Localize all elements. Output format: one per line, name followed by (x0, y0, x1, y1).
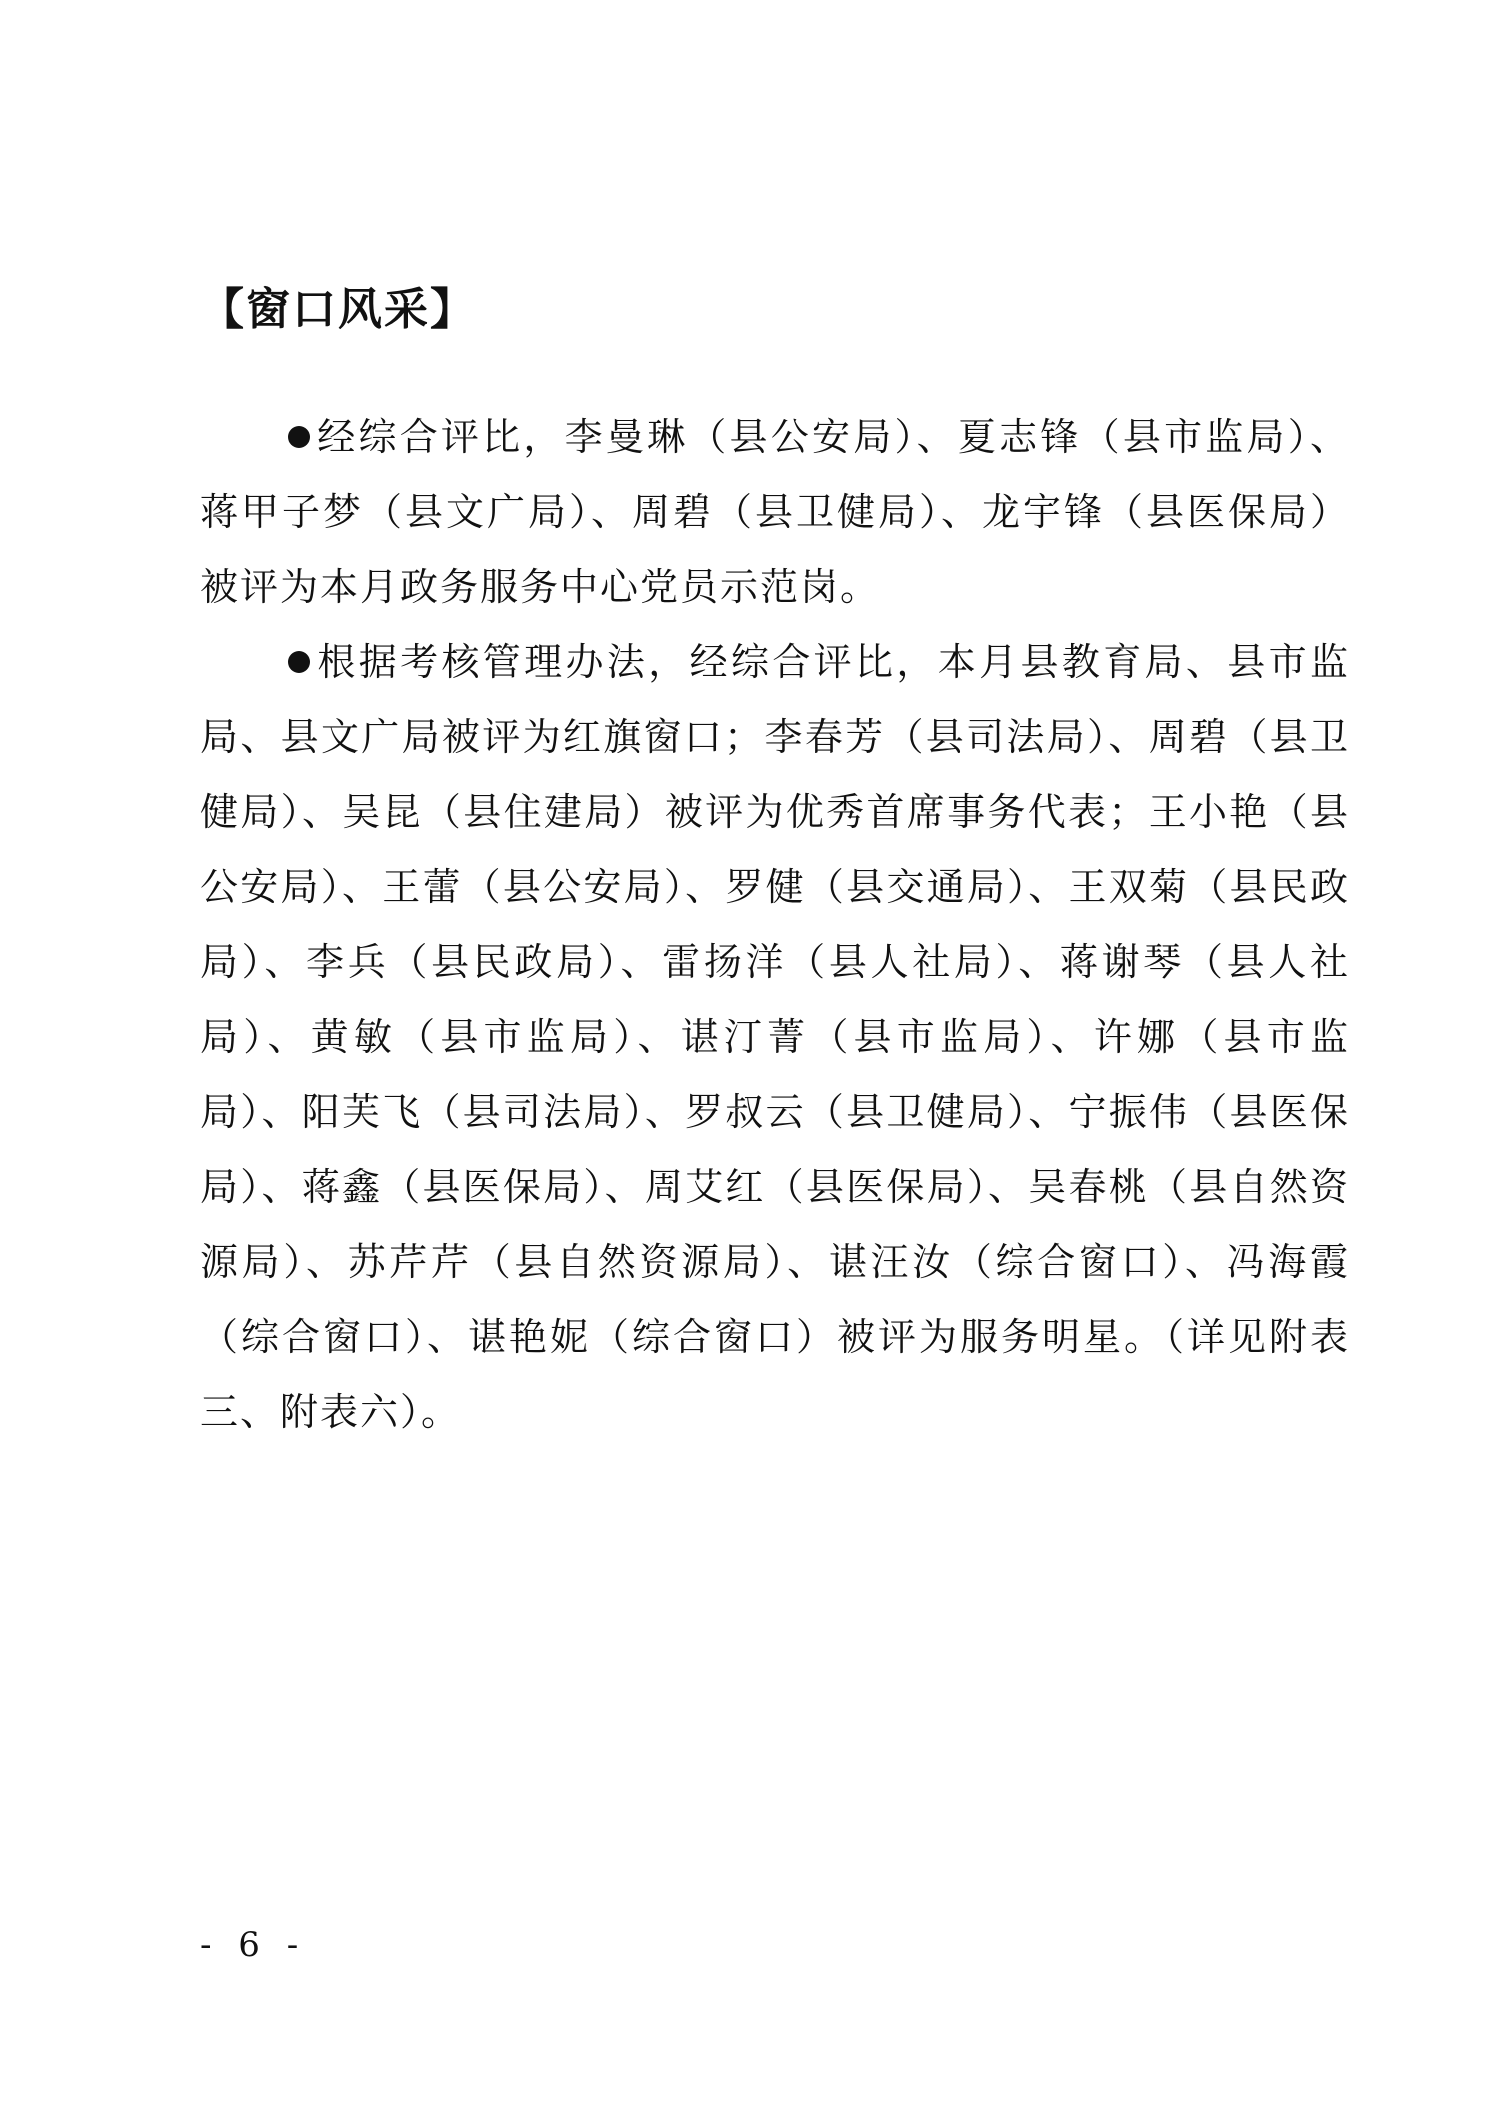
bullet-dot-icon (288, 426, 310, 448)
paragraph-text: 经综合评比，李曼琳（县公安局）、夏志锋（县市监局）、蒋甲子梦（县文广局）、周碧（县卫健局）、龙宇锋（县医保局）被评为本月政务服务中心党员示范岗。 (200, 415, 1350, 609)
paragraph-text: 根据考核管理办法，经综合评比，本月县教育局、县市监局、县文广局被评为红旗窗口；李春芳（县司法局）、周碧（县卫健局）、吴昆（县住建局）被评为优秀首席事务代表；王小艳（县公安局）、王蕾（县公安局）、罗健（县交通局）、王双菊（县民政局）、李兵（县民政局）、雷扬洋（县人社局）、蒋谢琴（县人社局）、黄敏（县市监局）、谌汀菁（县市监局）、许娜（县市监局）、阳芙飞（县司法局）、罗叔云（县卫健局）、宁振伟（县医保局）、蒋鑫（县医保局）、周艾红（县医保局）、吴春桃（县自然资源局）、苏芹芹（县自然资源局）、谌汪汝（综合窗口）、冯海霞（综合窗口）、谌艳妮（综合窗口）被评为服务明星。（详见附表三、附表六）。 (200, 640, 1350, 1434)
paragraph-red-flag-windows (200, 625, 1350, 1450)
paragraph-party-member-posts (200, 400, 1350, 625)
bullet-dot-icon (288, 651, 310, 673)
section-heading: 【窗口风采】 (200, 284, 476, 335)
page-number: - 6 - (200, 1925, 307, 1965)
body-text (200, 400, 1350, 1450)
